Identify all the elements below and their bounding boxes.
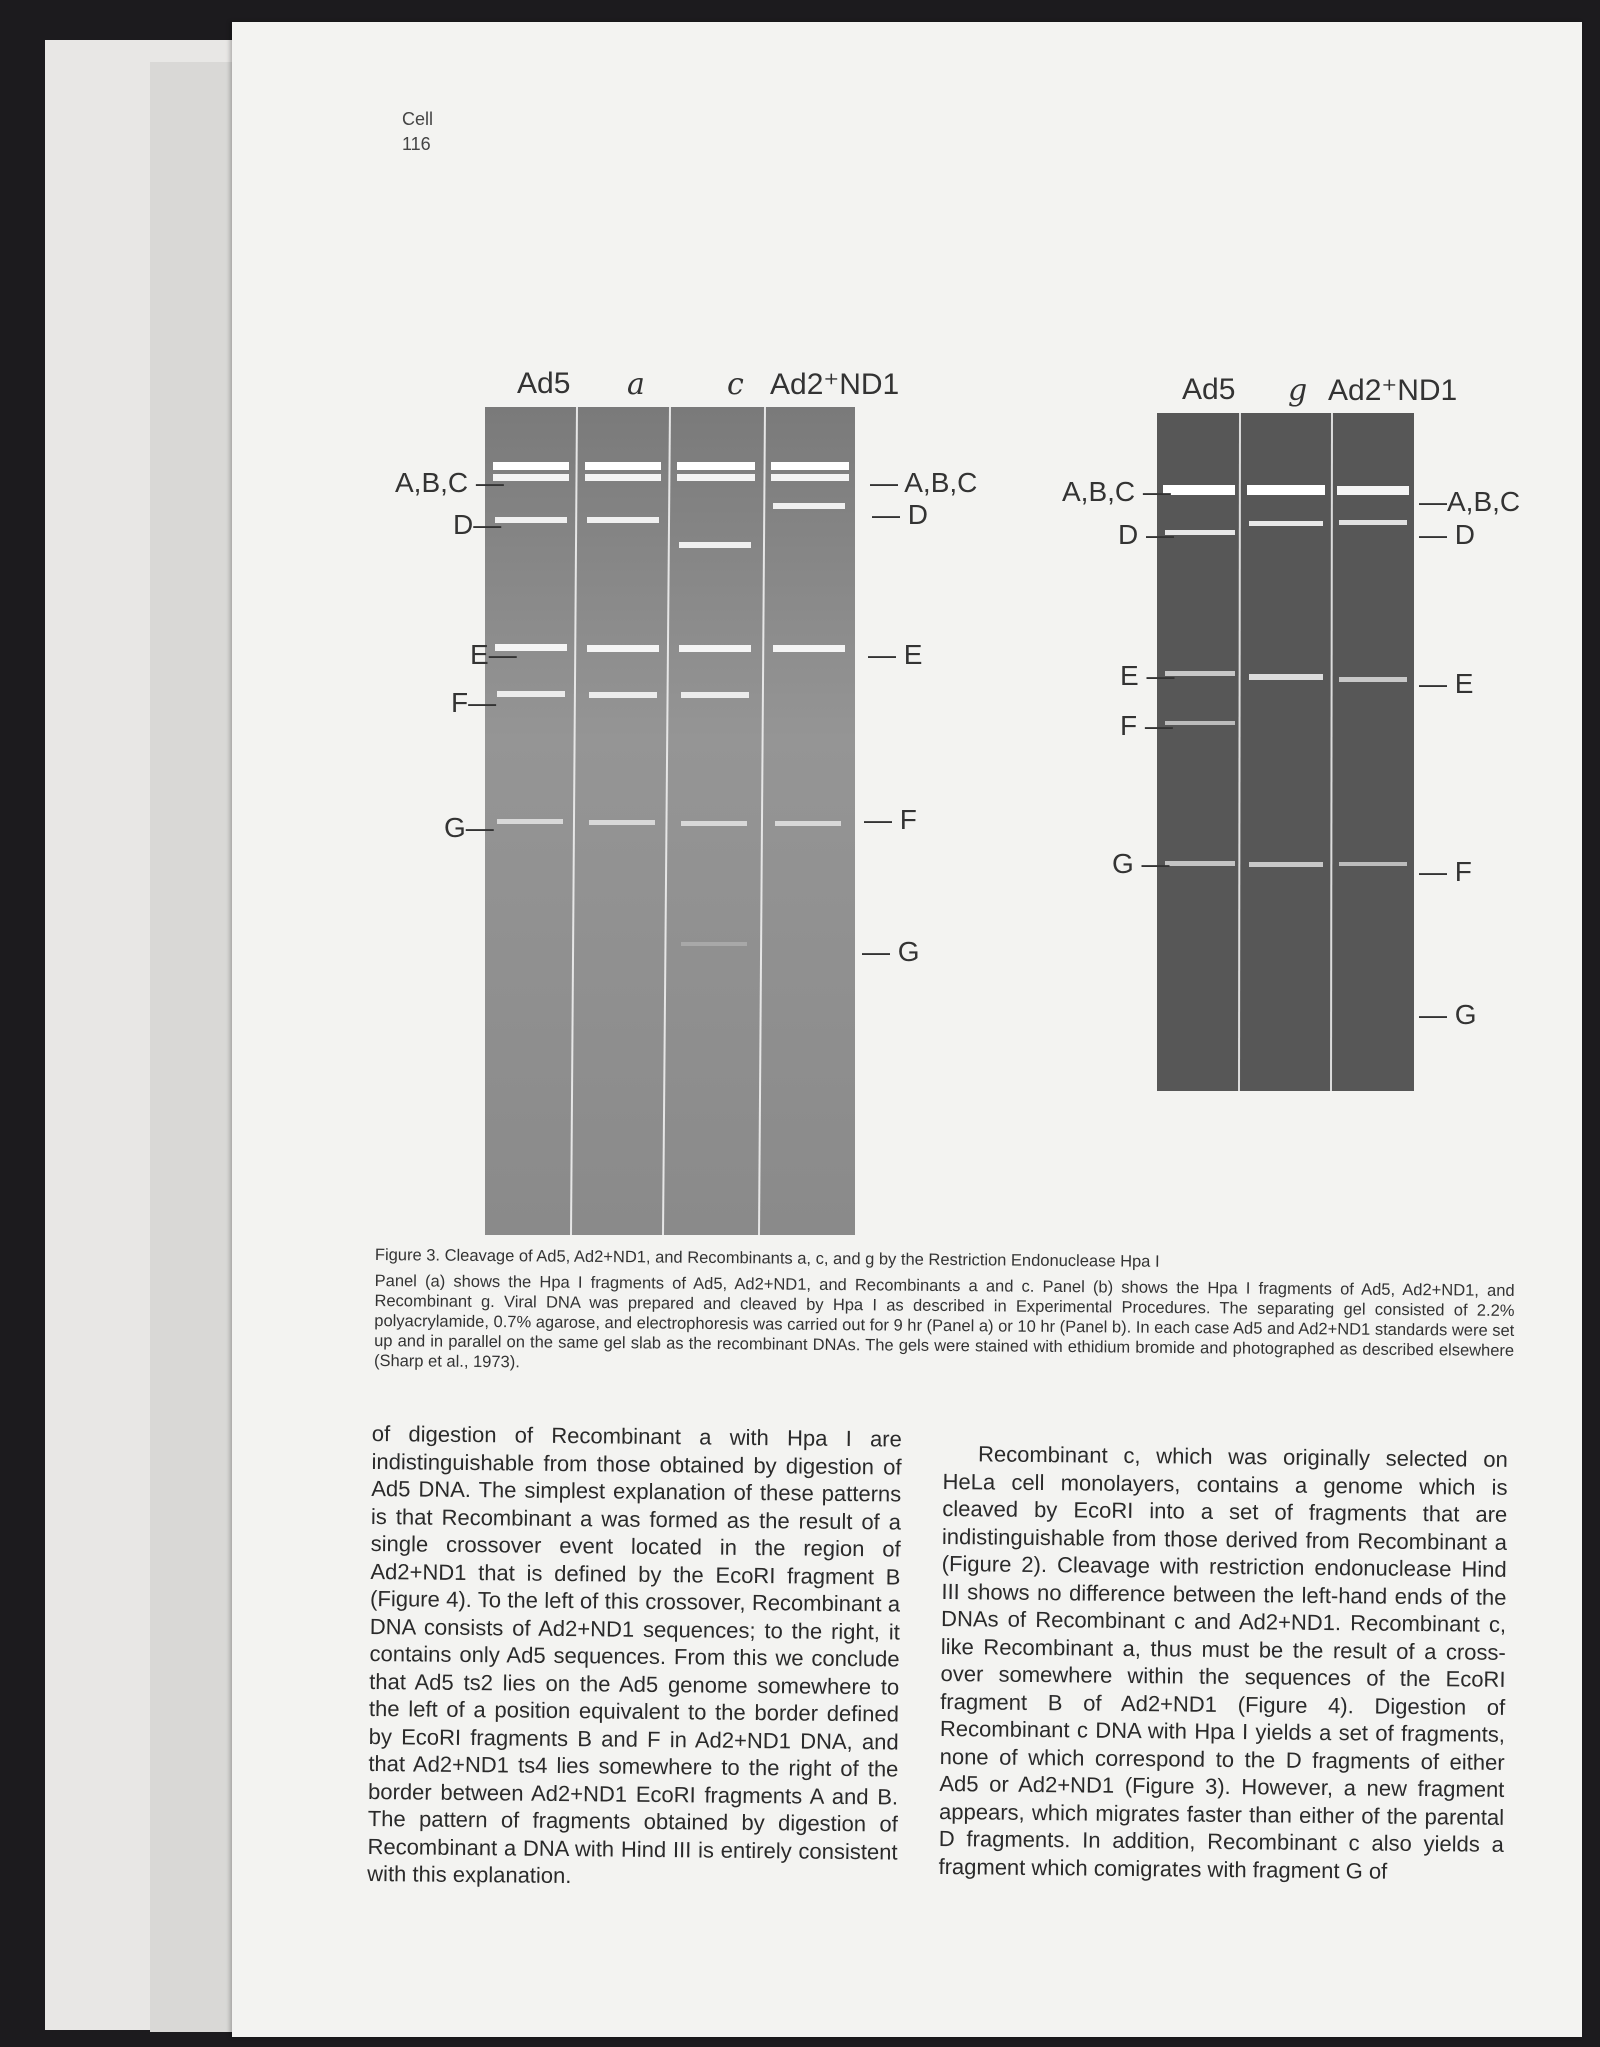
page-number: 116 bbox=[402, 134, 431, 154]
band-abc bbox=[1163, 485, 1235, 495]
band-label-abc-right: — A,B,C bbox=[870, 467, 978, 498]
paragraph: Recombinant c, which was originally selected on HeLa cell monolayers, contains a genome which is cleaved by EcoRI into a set of fragments that are indistinguishable from those derived from Recombinant a (Figure 2). Cleavage with restriction endonuclease Hind III shows no difference between the left-hand ends of the DNAs of Recombinant c and Ad2+ND1. Recombinant c, like Recombinant a, thus must be the result of a cross-over somewhere within the sequences of the EcoRI fragment B of Ad2+ND1 (Figure 4). Digestion of Recombinant c DNA with Hpa I yields a set of fragments, none of which correspond to the D fragments of either Ad5 or Ad2+ND1 (Figure 3). However, a new fragment appears, which migrates faster than either of the parental D fragments. In addition, Recombinant c also yields a fragment which comigrates with fragment G of bbox=[938, 1441, 1508, 1884]
lane-label-ad2nd1: Ad2⁺ND1 bbox=[770, 368, 900, 401]
band-label-d-b-right: — D bbox=[1419, 519, 1476, 550]
band-d bbox=[1165, 530, 1235, 535]
band-label-abc: A,B,C — bbox=[395, 467, 504, 498]
band-abc bbox=[1247, 485, 1325, 495]
caption-title: Figure 3. Cleavage of Ad5, Ad2+ND1, and Recombinants a, c, and g by the Restriction Endonuclease Hpa I bbox=[374, 1246, 1160, 1271]
figure-caption bbox=[374, 1245, 1515, 1381]
band-g bbox=[589, 820, 655, 825]
band-abc bbox=[677, 462, 755, 470]
band-label-e-b-right: — E bbox=[1419, 668, 1474, 699]
band-d bbox=[1339, 520, 1407, 525]
band-label-g: G— bbox=[444, 812, 494, 843]
band-d bbox=[495, 517, 567, 523]
band-label-e-right: — E bbox=[868, 639, 923, 670]
band-e bbox=[773, 645, 845, 652]
band-label-g-b: G — bbox=[1112, 848, 1170, 879]
gel-panel-b-bands bbox=[1157, 413, 1414, 1091]
band-label-abc-b-right: —A,B,C bbox=[1419, 486, 1521, 517]
band-abc bbox=[493, 462, 569, 470]
lane-label-ad5-b: Ad5 bbox=[1182, 373, 1236, 406]
band-label-f-b-right: — F bbox=[1419, 856, 1472, 887]
band-e bbox=[1165, 671, 1235, 676]
band-d bbox=[1249, 521, 1323, 526]
band-label-f: F— bbox=[451, 687, 497, 718]
band-label-d-right: — D bbox=[872, 499, 929, 530]
band-label-abc-b: A,B,C — bbox=[1062, 476, 1171, 507]
band-label-e-b: E — bbox=[1120, 660, 1175, 691]
band-label-f-b: F — bbox=[1120, 710, 1173, 741]
band-g bbox=[1165, 861, 1235, 866]
band-g2 bbox=[681, 942, 747, 946]
body-column-left bbox=[367, 1420, 902, 1893]
band-label-g-right: — G bbox=[862, 936, 920, 967]
band-label-d: D— bbox=[453, 509, 502, 540]
gel-panel-b bbox=[1157, 413, 1414, 1091]
band-e bbox=[587, 645, 659, 652]
band-new bbox=[679, 542, 751, 548]
lane-label-ad5: Ad5 bbox=[517, 367, 571, 400]
band-label-d-b: D — bbox=[1118, 519, 1175, 550]
band-f bbox=[775, 821, 841, 826]
caption-body: Panel (a) shows the Hpa I fragments of Ad5, Ad2+ND1, and Recombinants a and c. Panel (b) shows the Hpa I fragments of Ad5, Ad2+ND1, and Recombinant g. Viral DNA was prepared and cleaved by Hpa I as described in Experimental Procedures. The separating gel consisted of 2.2% polyacrylamide, 0.7% agarose, and electrophoresis was carried out for 9 hr (Panel a) or 10 hr (Panel b). In each case Ad5 and Ad2+ND1 standards were set up and in parallel on the same gel slab as the recombinant DNAs. The gels were stained with ethidium bromide and photographed as described elsewhere (Sharp et al., 1973). bbox=[373, 1271, 1515, 1372]
band-d bbox=[587, 517, 659, 523]
lane-label-a: a bbox=[627, 367, 645, 402]
band-f bbox=[589, 692, 657, 698]
band-label-g-b-right: — G bbox=[1419, 999, 1477, 1030]
band-abc bbox=[1337, 486, 1409, 495]
band-abc bbox=[771, 462, 849, 470]
band-abc bbox=[771, 474, 849, 481]
gel-panel-a bbox=[485, 407, 855, 1235]
band-f bbox=[1165, 721, 1235, 725]
band-g bbox=[1249, 862, 1323, 867]
band-abc bbox=[585, 462, 661, 470]
band-e bbox=[1339, 677, 1407, 682]
body-column-right bbox=[938, 1440, 1508, 1886]
band-abc bbox=[493, 474, 569, 481]
band-f bbox=[497, 691, 565, 697]
paragraph: of digestion of Recombinant a with Hpa I are indistinguishable from those obtained by digestion of Ad5 DNA. The simplest explanation of these patterns is that Recombinant a was formed as the result of a single crossover event located in the region of Ad2+ND1 that is defined by the EcoRI fragment B (Figure 4). To the left of this crossover, Recombinant a DNA consists of Ad2+ND1 sequences; to the right, it contains only Ad5 sequences. From this we conclude that Ad5 ts2 lies on the Ad5 genome somewhere to the left of a position equivalent to the border defined by EcoRI fragments B and F in Ad2+ND1 DNA, and that Ad2+ND1 ts4 lies somewhere to the right of the border between Ad2+ND1 EcoRI fragments A and B. The pattern of fragments obtained by digestion of Recombinant a DNA with Hind III is entirely consistent with this explanation. bbox=[367, 1421, 902, 1889]
band-abc bbox=[585, 474, 661, 481]
lane-label-ad2nd1-b: Ad2⁺ND1 bbox=[1328, 374, 1458, 407]
band-g bbox=[497, 819, 563, 824]
lane-label-g: g bbox=[1288, 373, 1308, 408]
gel-panel-a-bands bbox=[485, 407, 855, 1235]
band-f bbox=[681, 692, 749, 698]
band-e bbox=[679, 645, 751, 652]
lane-divider bbox=[1331, 413, 1332, 1091]
band-abc bbox=[677, 474, 755, 481]
band-d bbox=[773, 503, 845, 509]
band-e bbox=[1249, 674, 1323, 680]
band-f bbox=[1339, 862, 1407, 866]
journal-name: Cell bbox=[402, 109, 434, 129]
band-label-f-right: — F bbox=[864, 804, 917, 835]
lane-label-c: c bbox=[727, 367, 744, 402]
lane-divider bbox=[1239, 413, 1240, 1091]
band-g bbox=[681, 821, 747, 826]
band-label-e: E— bbox=[470, 639, 517, 670]
running-header bbox=[402, 107, 433, 157]
